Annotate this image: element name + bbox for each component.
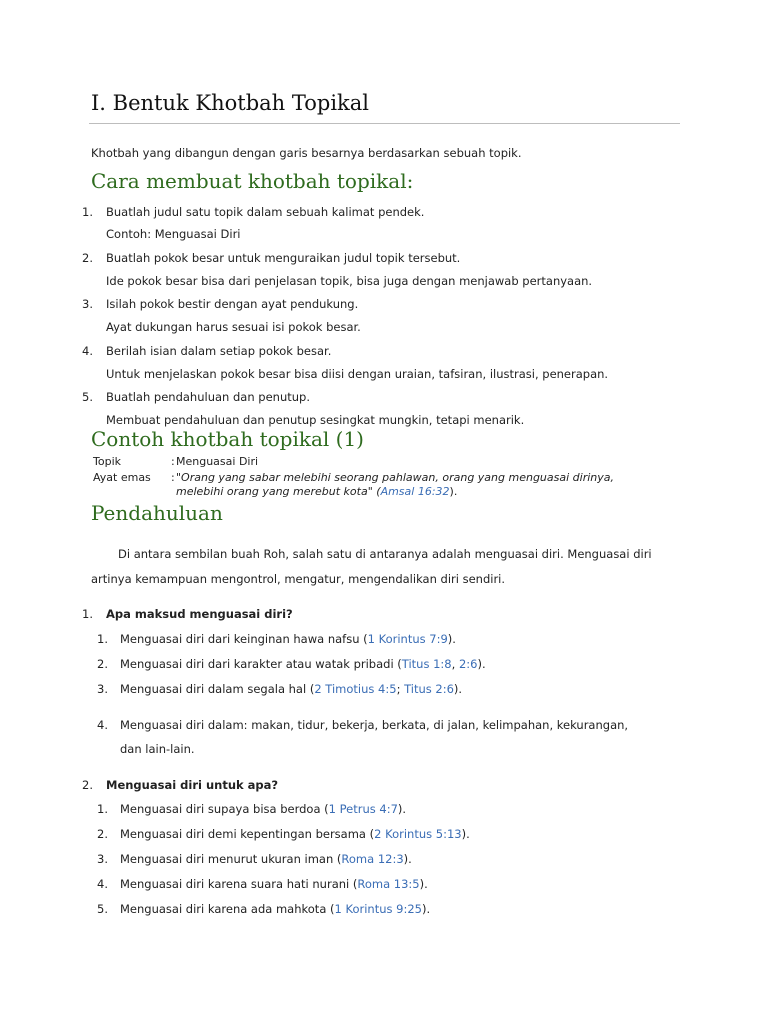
q1-item-text: Menguasai diri dari karakter atau watak pribadi (: [120, 657, 402, 671]
q1-item-end: ).: [447, 632, 456, 646]
cara-item-sub: Membuat pendahuluan dan penutup sesingkat mungkin, tetapi menarik.: [106, 413, 525, 427]
q1-item-end: ).: [453, 682, 463, 696]
q1-title: Apa maksud menguasai diri?: [106, 607, 293, 621]
q2-item-end: ).: [403, 852, 412, 866]
q1-item-text: Menguasai diri dari keinginan hawa nafsu (: [120, 632, 368, 646]
cara-item-num: 5.: [82, 390, 93, 404]
ref-link[interactable]: Titus 1:8: [401, 657, 452, 671]
cara-item-num: 3.: [82, 297, 93, 311]
ref-link[interactable]: Titus 2:6: [404, 682, 454, 696]
ref-link[interactable]: Amsal 16:32: [380, 485, 450, 498]
topik-label: Topik: [93, 455, 121, 468]
ref-link[interactable]: Roma 12:3: [341, 852, 404, 866]
q1-item-num: 2.: [97, 657, 108, 671]
q2-item-end: ).: [461, 827, 470, 841]
cara-item-num: 2.: [82, 251, 93, 265]
q2-item: [120, 877, 428, 891]
heading-cara: Cara membuat khotbah topikal:: [91, 169, 414, 193]
q1-item-num: 1.: [97, 632, 108, 646]
q2-item-text: Menguasai diri karena suara hati nurani (: [120, 877, 358, 891]
q2-item-text: Menguasai diri demi kepentingan bersama (: [120, 827, 375, 841]
q2-item: [120, 827, 470, 841]
ayat-emas-label: Ayat emas: [93, 471, 151, 484]
q1-item-num: 3.: [97, 682, 108, 696]
cara-item-sub: Untuk menjelaskan pokok besar bisa diisi dengan uraian, tafsiran, ilustrasi, penerapan.: [106, 367, 609, 381]
q2-item: [120, 802, 406, 816]
q2-item-end: ).: [421, 902, 431, 916]
q2-item-num: 5.: [97, 902, 108, 916]
q2-num: 2.: [82, 778, 93, 792]
ayat-emas-text: melebihi orang yang merebut kota" (: [176, 485, 381, 498]
q2-item: [120, 902, 430, 916]
ref-link[interactable]: 1 Korintus 9:25: [334, 902, 422, 916]
ref-link[interactable]: 1 Korintus 7:9: [367, 632, 448, 646]
intro-paragraph: Khotbah yang dibangun dengan garis besarnya berdasarkan sebuah topik.: [91, 146, 522, 160]
pendahuluan-paragraph-line2: artinya kemampuan mengontrol, mengatur, mengendalikan diri sendiri.: [91, 572, 506, 586]
q2-item-num: 3.: [97, 852, 108, 866]
q2-title: Menguasai diri untuk apa?: [106, 778, 279, 792]
cara-item-sub: Contoh: Menguasai Diri: [106, 227, 241, 241]
ref-link[interactable]: 1 Petrus 4:7: [328, 802, 398, 816]
q1-item-end: ).: [477, 657, 486, 671]
q2-item-end: ).: [419, 877, 428, 891]
ayat-emas-line1: "Orang yang sabar melebihi seorang pahlawan, orang yang menguasai dirinya,: [176, 471, 615, 484]
q1-item: [120, 682, 462, 696]
q2-item-text: Menguasai diri karena ada mahkota (: [120, 902, 335, 916]
q2-item-text: Menguasai diri supaya bisa berdoa (: [120, 802, 329, 816]
ayat-emas-line2: [176, 485, 457, 499]
cara-item-main: Buatlah pokok besar untuk menguraikan judul topik tersebut.: [106, 251, 461, 265]
heading-pendahuluan: Pendahuluan: [91, 501, 223, 525]
cara-item-num: 4.: [82, 344, 93, 358]
cara-item-num: 1.: [82, 205, 93, 219]
topik-value: Menguasai Diri: [176, 455, 259, 468]
q2-item-num: 2.: [97, 827, 108, 841]
q1-item: [120, 657, 486, 671]
q1-item-sep: ,: [451, 657, 459, 671]
ref-link[interactable]: 2:6: [458, 657, 478, 671]
q2-item-num: 4.: [97, 877, 108, 891]
q2-item-num: 1.: [97, 802, 108, 816]
q1-item-num: 4.: [97, 718, 108, 732]
q1-item-sep: ;: [396, 682, 405, 696]
q1-item4-line2: dan lain-lain.: [120, 742, 195, 756]
ayat-emas-separator: :: [171, 471, 175, 484]
q1-item: [120, 632, 456, 646]
topik-separator: :: [171, 455, 175, 468]
ref-link[interactable]: Roma 13:5: [357, 877, 420, 891]
ref-link[interactable]: 2 Korintus 5:13: [374, 827, 462, 841]
page-title: I. Bentuk Khotbah Topikal: [91, 91, 369, 115]
heading-contoh: Contoh khotbah topikal (1): [91, 427, 364, 451]
q1-item-text: Menguasai diri dalam segala hal (: [120, 682, 315, 696]
cara-item-sub: Ide pokok besar bisa dari penjelasan topik, bisa juga dengan menjawab pertanyaan.: [106, 274, 593, 288]
q2-item-end: ).: [397, 802, 407, 816]
cara-item-main: Berilah isian dalam setiap pokok besar.: [106, 344, 332, 358]
q2-item: [120, 852, 412, 866]
ayat-emas-end: ).: [449, 485, 458, 498]
ref-link[interactable]: 2 Timotius 4:5: [314, 682, 397, 696]
q1-item4-line1: Menguasai diri dalam: makan, tidur, bekerja, berkata, di jalan, kelimpahan, kekurangan,: [120, 718, 629, 732]
cara-item-main: Buatlah pendahuluan dan penutup.: [106, 390, 310, 404]
pendahuluan-paragraph-line1: Di antara sembilan buah Roh, salah satu di antaranya adalah menguasai diri. Menguasai diri: [118, 547, 652, 561]
cara-item-main: Buatlah judul satu topik dalam sebuah kalimat pendek.: [106, 205, 425, 219]
q2-item-text: Menguasai diri menurut ukuran iman (: [120, 852, 342, 866]
q1-num: 1.: [82, 607, 93, 621]
title-divider: [89, 123, 680, 124]
cara-item-sub: Ayat dukungan harus sesuai isi pokok besar.: [106, 320, 361, 334]
cara-item-main: Isilah pokok bestir dengan ayat pendukung.: [106, 297, 359, 311]
